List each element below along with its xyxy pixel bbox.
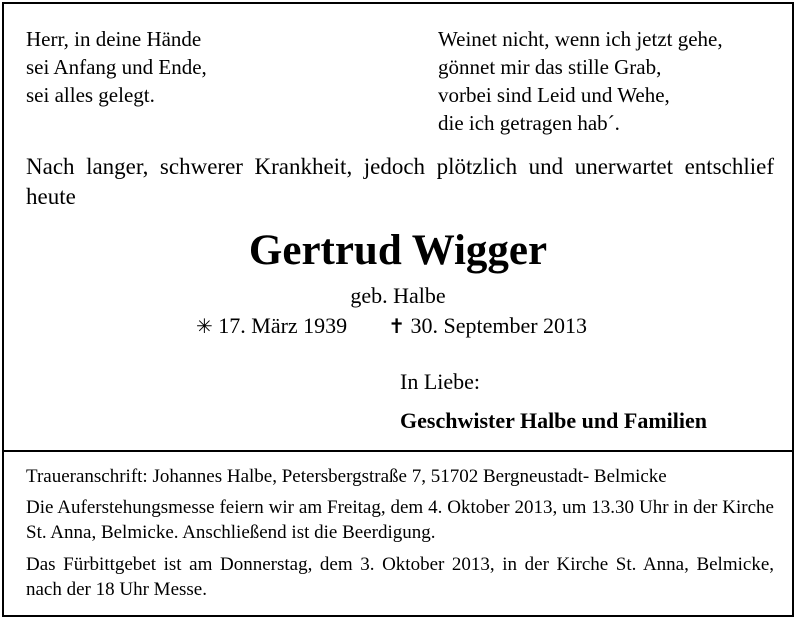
mourners-intro: In Liebe: xyxy=(400,369,481,394)
verse-left-line: sei alles gelegt. xyxy=(26,83,155,107)
life-dates xyxy=(196,313,587,340)
death-date: 30. September 2013 xyxy=(410,313,588,338)
mass-info: Die Auferstehungsmesse feiern wir am Freitag, dem 4. Oktober 2013, um 13.30 Uhr in der Kirche St. Anna, Belmicke. Anschließend ist die Beerdigung. xyxy=(26,497,774,543)
birth-date: 17. März 1939 xyxy=(218,313,348,338)
prayer-info: Das Fürbittgebet ist am Donnerstag, dem 3. Oktober 2013, in der Kirche St. Anna, Belmicke, nach der 18 Uhr Messe. xyxy=(26,554,774,600)
verse-right-line: gönnet mir das stille Grab, xyxy=(438,55,662,79)
verse-right-line: die ich getragen hab´. xyxy=(438,111,620,135)
verse-left xyxy=(26,25,207,109)
intro-text: Nach langer, schwerer Krankheit, jedoch plötzlich und unerwartet entschlief heute xyxy=(26,154,774,209)
mourners-names: Geschwister Halbe und Familien xyxy=(400,408,707,433)
birth-name: geb. Halbe xyxy=(350,283,446,308)
verse-right-line: Weinet nicht, wenn ich jetzt gehe, xyxy=(438,27,723,51)
verse-right-line: vorbei sind Leid und Wehe, xyxy=(438,83,670,107)
divider xyxy=(4,450,792,452)
deceased-name: Gertrud Wigger xyxy=(248,227,548,274)
verse-right xyxy=(438,25,723,137)
verse-left-line: sei Anfang und Ende, xyxy=(26,55,207,79)
birth-star-icon: ✳ xyxy=(196,316,213,338)
death-cross-icon: ✝ xyxy=(388,316,405,338)
verse-left-line: Herr, in deine Hände xyxy=(26,27,202,51)
address-line: Traueranschrift: Johannes Halbe, Petersbergstraße 7, 51702 Bergneustadt- Belmicke xyxy=(26,466,667,487)
obituary-notice xyxy=(2,2,794,617)
